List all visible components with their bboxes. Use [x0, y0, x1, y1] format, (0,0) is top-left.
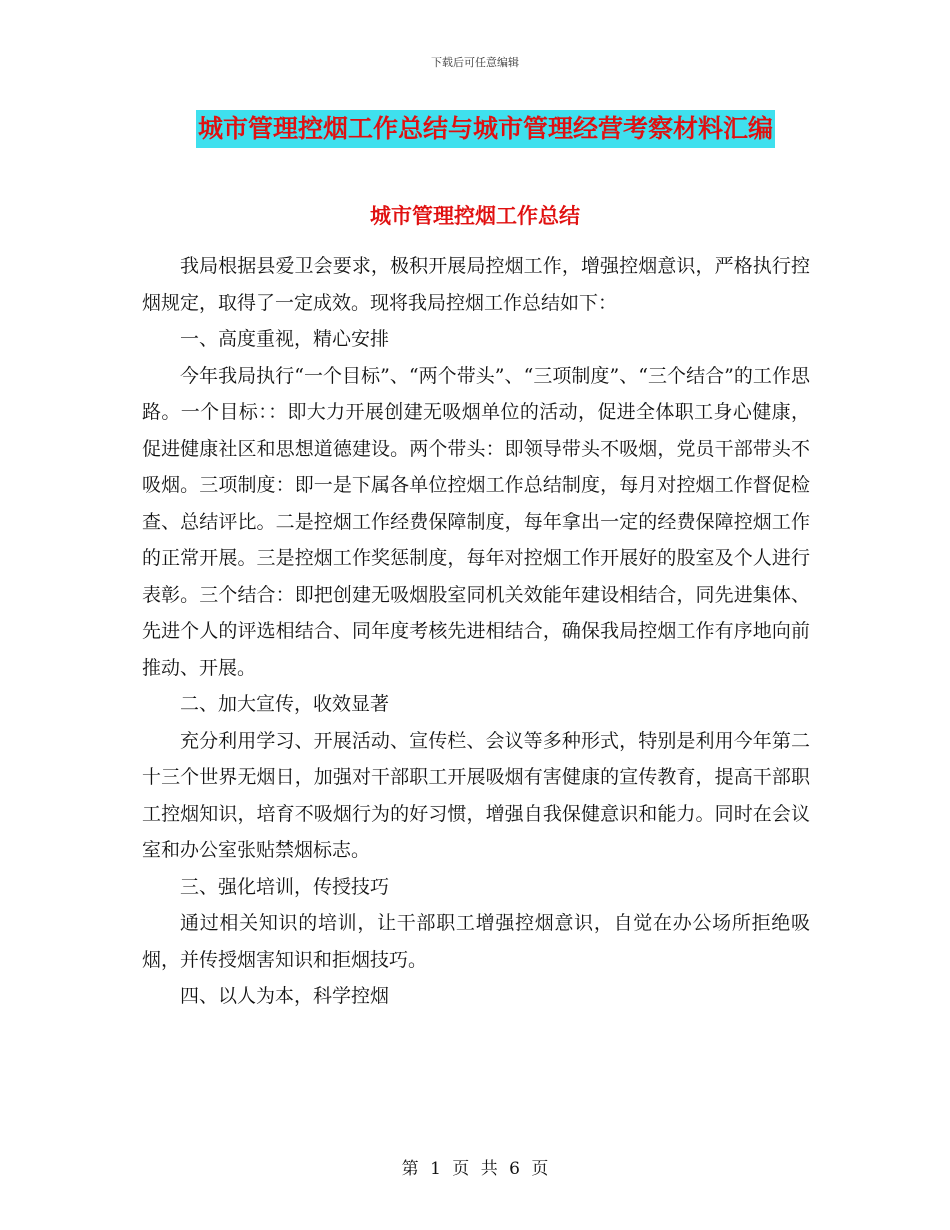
document-body [142, 248, 810, 1015]
document-main-title: 城市管理控烟工作总结与城市管理经营考察材料汇编 [196, 110, 775, 148]
section-title: 城市管理控烟工作总结 [370, 204, 580, 228]
heading-part-three: 三、强化培训，传授技巧 [180, 875, 390, 898]
heading-part-one: 一、高度重视，精心安排 [180, 328, 390, 350]
heading-part-four: 四、以人为本，科学控烟 [180, 985, 390, 1007]
paragraph-part-two: 充分利用学习、开展活动、宣传栏、会议等多种形式，特别是利用今年第二十三个世界无烟日，加强对干部职工开展吸烟有害健康的宣传教育，提高干部职工控烟知识，培育不吸烟行为的好习惯，增强自我保健意识和能力。同时在会议室和办公室张贴禁烟标志。 [142, 729, 810, 861]
paragraph-part-one: 今年我局执行“一个目标”、“两个带头”、“三项制度”、“三个结合”的工作思路。一个目标：：即大力开展创建无吸烟单位的活动，促进全体职工身心健康，促进健康社区和思想道德建设。两个带头：即领导带头不吸烟，党员干部带头不吸烟。三项制度：即一是下属各单位控烟工作总结制度，每月对控烟工作督促检查、总结评比。二是控烟工作经费保障制度，每年拿出一定的经费保障控烟工作的正常开展。三是控烟工作奖惩制度，每年对控烟工作开展好的股室及个人进行表彰。三个结合：即把创建无吸烟股室同机关效能年建设相结合，同先进集体、先进个人的评选相结合、同年度考核先进相结合，确保我局控烟工作有序地向前推动、开展。 [142, 364, 810, 679]
header-note: 下载后可任意编辑 [431, 56, 519, 69]
heading-part-two: 二、加大宣传，收效显著 [180, 693, 390, 715]
page-number-footer: 第 1 页 共 6 页 [401, 1159, 549, 1179]
paragraph-part-three: 通过相关知识的培训，让干部职工增强控烟意识，自觉在办公场所拒绝吸烟，并传授烟害知识和拒烟技巧。 [142, 912, 810, 971]
paragraph-intro: 我局根据县爱卫会要求，极积开展局控烟工作，增强控烟意识，严格执行控烟规定，取得了一定成效。现将我局控烟工作总结如下： [142, 255, 810, 314]
